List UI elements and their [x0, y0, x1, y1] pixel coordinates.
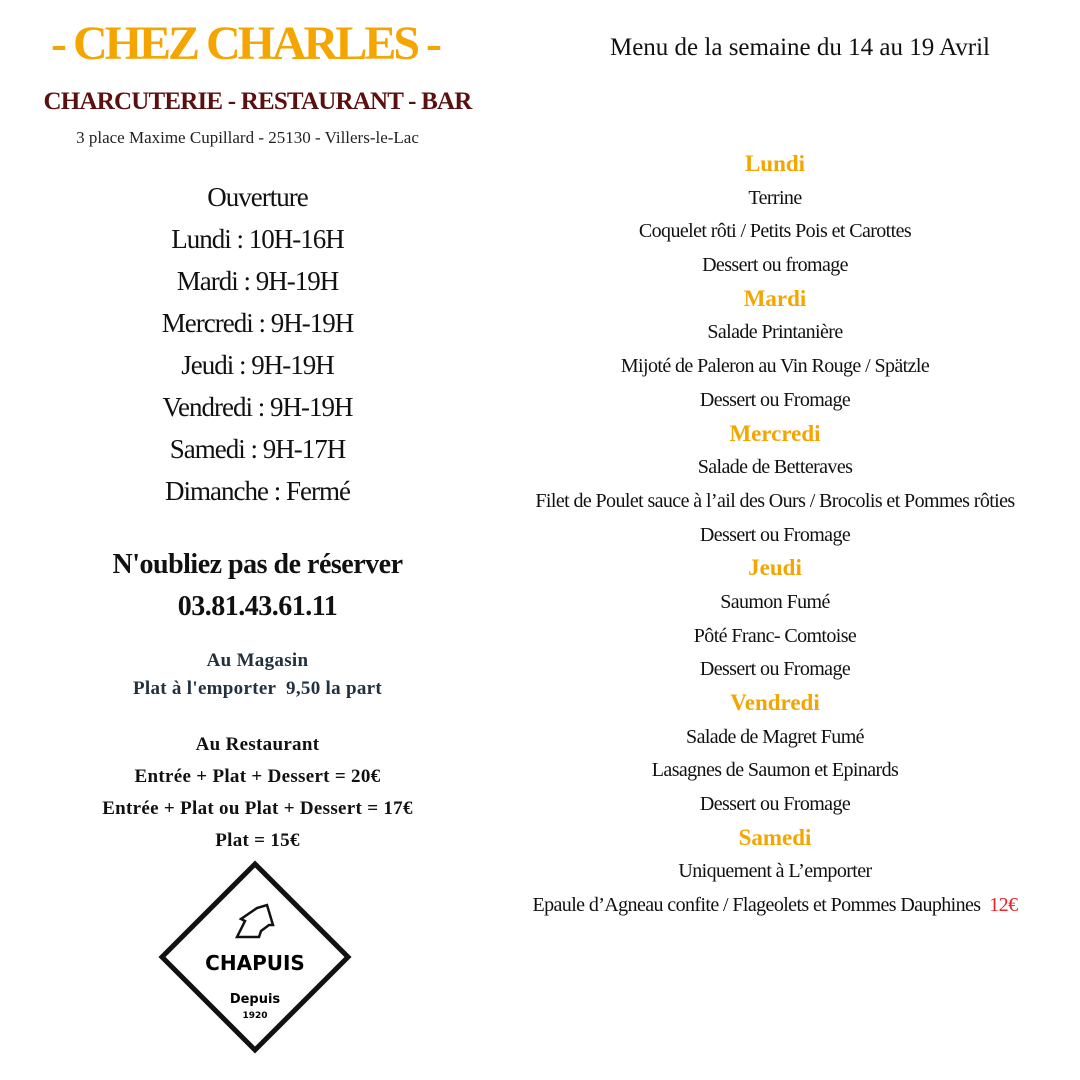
formula-plat: Plat = 15€ — [215, 830, 300, 851]
menu-day-vendredi: Vendredi — [730, 690, 820, 715]
hours-item-vendredi: Vendredi : 9H-19H — [162, 392, 353, 422]
restaurant-title: Au Restaurant — [195, 734, 320, 755]
opening-hours — [60, 176, 455, 512]
menu-dish: Dessert ou Fromage — [699, 523, 851, 546]
hours-item-mercredi: Mercredi : 9H-19H — [161, 308, 354, 338]
menu-week-title: Menu de la semaine du 14 au 19 Avril — [609, 34, 990, 61]
opening-hours-title: Ouverture — [207, 182, 308, 212]
restaurant-block — [40, 729, 475, 857]
reservation-block — [40, 544, 475, 628]
hours-item-dimanche: Dimanche : Fermé — [165, 476, 350, 506]
chapuis-logo — [157, 859, 353, 1055]
brand-title: - CHEZ CHARLES - — [50, 17, 440, 70]
menu-day-samedi: Samedi — [738, 824, 812, 850]
phone-number[interactable]: 03.81.43.61.11 — [177, 591, 338, 622]
brand-subtitle: CHARCUTERIE - RESTAURANT - BAR — [43, 88, 472, 115]
menu-dish: Dessert ou fromage — [702, 254, 848, 277]
hours-item-jeudi: Jeudi : 9H-19H — [181, 350, 334, 380]
menu-dish: Mijoté de Paleron au Vin Rouge / Spätzle — [620, 355, 930, 378]
menu-dish: Salade de Magret Fumé — [686, 725, 864, 748]
menu-day-jeudi: Jeudi — [748, 555, 802, 581]
hours-item-samedi: Samedi : 9H-17H — [169, 434, 346, 464]
menu-dish: Uniquement à L’emporter — [678, 860, 872, 883]
menu-dish: Salade de Betteraves — [697, 456, 853, 479]
menu-day-mercredi: Mercredi — [729, 420, 821, 446]
hours-item-lundi: Lundi : 10H-16H — [171, 224, 344, 254]
menu-dish: Filet de Poulet sauce à l’ail des Ours / Brocolis et Pommes rôties — [535, 489, 1015, 512]
menu-dish: Pôté Franc- Comtoise — [693, 624, 857, 647]
hours-item-mardi: Mardi : 9H-19H — [176, 266, 339, 296]
reservation-text: N'oubliez pas de réserver — [112, 549, 403, 580]
menu-dish: Dessert ou Fromage — [699, 388, 851, 411]
price-badge: 12€ — [989, 894, 1018, 917]
formula-full: Entrée + Plat + Dessert = 20€ — [134, 766, 381, 787]
menu-dish-text: Epaule d’Agneau confite / Flageolets et Pommes Dauphines — [532, 894, 981, 917]
logo-year: 1920 — [242, 1011, 268, 1021]
menu-dish: Lasagnes de Saumon et Epinards — [651, 759, 899, 782]
menu-dish: Terrine — [748, 186, 802, 209]
address: 3 place Maxime Cupillard - 25130 - Villers-le-Lac — [76, 128, 419, 147]
logo-since: Depuis — [229, 992, 281, 1007]
magasin-title: Au Magasin — [206, 650, 309, 671]
menu-dish: Coquelet rôti / Petits Pois et Carottes — [638, 220, 912, 243]
menu-dish: Saumon Fumé — [720, 590, 830, 613]
menu-day-lundi: Lundi — [744, 151, 806, 176]
menu-dish: Salade Printanière — [707, 321, 843, 344]
menu-dish-with-price — [480, 888, 1070, 922]
magasin-takeaway-price: Plat à l'emporter 9,50 la part — [132, 678, 383, 699]
menu-dish: Dessert ou Fromage — [699, 658, 851, 681]
menu-dish: Dessert ou Fromage — [699, 793, 851, 816]
logo-name: CHAPUIS — [205, 951, 305, 975]
magasin-block — [40, 647, 475, 703]
formula-two-courses: Entrée + Plat ou Plat + Dessert = 17€ — [102, 798, 413, 819]
weekly-menu — [480, 147, 1070, 922]
menu-day-mardi: Mardi — [743, 285, 807, 311]
